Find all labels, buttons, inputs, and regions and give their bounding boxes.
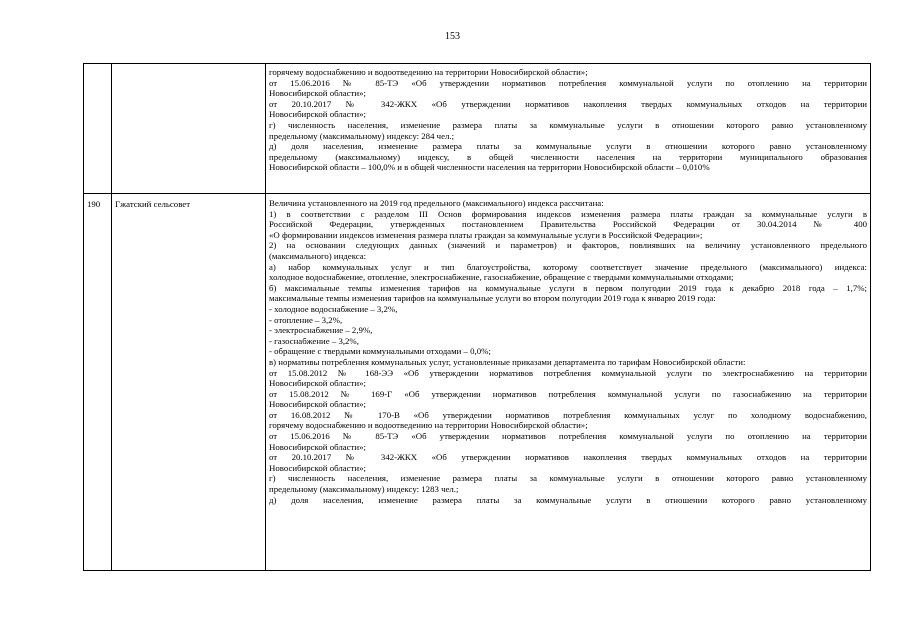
- document-table: [83, 63, 871, 571]
- table-row: [84, 194, 871, 571]
- text-line: - газоснабжение – 3,2%,: [269, 335, 359, 346]
- row-number-cell: 190: [84, 194, 112, 571]
- text-line: от 20.10.2017 № 342-ЖКХ «Об утверждении нормативов накопления твердых коммунальных отходов на территории: [269, 452, 867, 463]
- text-line: - электроснабжение – 2,9%,: [269, 325, 373, 336]
- row-number-cell: [84, 64, 112, 194]
- text-line: Новосибирской области»;: [269, 462, 366, 473]
- text-line: максимальные темпы изменения тарифов на коммунальные услуги во втором полугодии 2019 года к январю 2019 года:: [269, 293, 716, 304]
- text-line: Новосибирской области»;: [269, 441, 366, 452]
- text-line: б) максимальные темпы изменения тарифов на коммунальные услуги в первом полугодии 2019 года к декабрю 2018 года – 1,7%;: [269, 282, 867, 293]
- municipality-name-cell: Гжатский сельсовет: [112, 194, 266, 571]
- text-line: от 16.08.2012 № 170-В «Об утверждении нормативов потребления коммунальных услуг по холодному водоснабжению,: [269, 409, 867, 420]
- text-line: - отопление – 3,2%,: [269, 314, 343, 325]
- text-line: 1) в соответствии с разделом III Основ формирования индексов изменения размера платы граждан за коммунальные услуги в: [269, 208, 867, 219]
- text-line: - холодное водоснабжение – 3,2%,: [269, 303, 398, 314]
- text-line: «О формировании индексов изменения размера платы граждан за коммунальные услуги в Российской Федерации»;: [269, 229, 703, 240]
- text-line: а) набор коммунальных услуг и тип благоустройства, которому соответствует значение предельного (максимального) индекса:: [269, 261, 867, 272]
- text-line: предельному (максимальному) индексу, в общей численности населения на территории муниципального образования: [269, 151, 867, 162]
- text-line: холодное водоснабжение, отопление, электроснабжение, газоснабжение, обращение с твердыми коммунальными отходами;: [269, 272, 734, 283]
- description-text: [269, 67, 867, 173]
- text-line: от 15.08.2012 № 169-Г «Об утверждении нормативов потребления коммунальной услуги по газоснабжению на территории: [269, 388, 867, 399]
- description-cell: [266, 64, 871, 194]
- description-text: [269, 198, 867, 559]
- text-line: Новосибирской области – 100,0% и в общей численности населения на территории Новосибирской области – 0,010%: [269, 162, 710, 173]
- text-line: от 15.08.2012 № 168-ЭЭ «Об утверждении нормативов потребления коммунальной услуги по электроснабжению на территории: [269, 367, 867, 378]
- text-line: - обращение с твердыми коммунальными отходами – 0,0%;: [269, 346, 491, 357]
- text-line: 2) на основании следующих данных (значений и параметров) и факторов, повлиявших на величину установленного предельного: [269, 240, 867, 251]
- text-line: Новосибирской области»;: [269, 109, 366, 120]
- text-line: г) численность населения, изменение размера платы за коммунальные услуги в отношении которого равно установленному: [269, 473, 867, 484]
- description-cell: [266, 194, 871, 571]
- text-line: д) доля населения, изменение размера платы за коммунальные услуги в отношении которого равно установленному: [269, 141, 867, 152]
- text-line: г) численность населения, изменение размера платы за коммунальные услуги в отношении которого равно установленному: [269, 119, 867, 130]
- text-line: от 15.06.2016 № 85-ТЭ «Об утверждении нормативов потребления коммунальной услуги по отоплению на территории: [269, 431, 867, 442]
- text-line: от 20.10.2017 № 342-ЖКХ «Об утверждении нормативов накопления твердых коммунальных отходов на территории: [269, 98, 867, 109]
- table-row: [84, 64, 871, 194]
- text-line: Новосибирской области»;: [269, 88, 366, 99]
- page-number: 153: [445, 31, 460, 42]
- text-line: горячему водоснабжению и водоотведению на территории Новосибирской области»;: [269, 67, 588, 77]
- text-line: Новосибирской области»;: [269, 378, 366, 389]
- text-line: Величина установленного на 2019 год предельного (максимального) индекса рассчитана:: [269, 198, 604, 208]
- text-line: Новосибирской области»;: [269, 399, 366, 410]
- text-line: (максимального) индекса:: [269, 250, 367, 261]
- text-line: Российской Федерации, утвержденных постановлением Правительства Российской Федерации от 30.04.2014 № 400: [269, 219, 867, 230]
- text-line: д) доля населения, изменение размера платы за коммунальные услуги в отношении которого равно установленному: [269, 494, 867, 505]
- municipality-name-cell: [112, 64, 266, 194]
- text-line: от 15.06.2016 № 85-ТЭ «Об утверждении нормативов потребления коммунальной услуги по отоплению на территории: [269, 77, 867, 88]
- text-line: в) нормативы потребления коммунальных услуг, установленные приказами департамента по тарифам Новосибирской области:: [269, 356, 746, 367]
- text-line: предельному (максимальному) индексу: 284 чел.;: [269, 130, 455, 141]
- text-line: горячему водоснабжению и водоотведению на территории Новосибирской области»;: [269, 420, 588, 431]
- text-line: предельному (максимальному) индексу: 1283 чел.;: [269, 484, 459, 495]
